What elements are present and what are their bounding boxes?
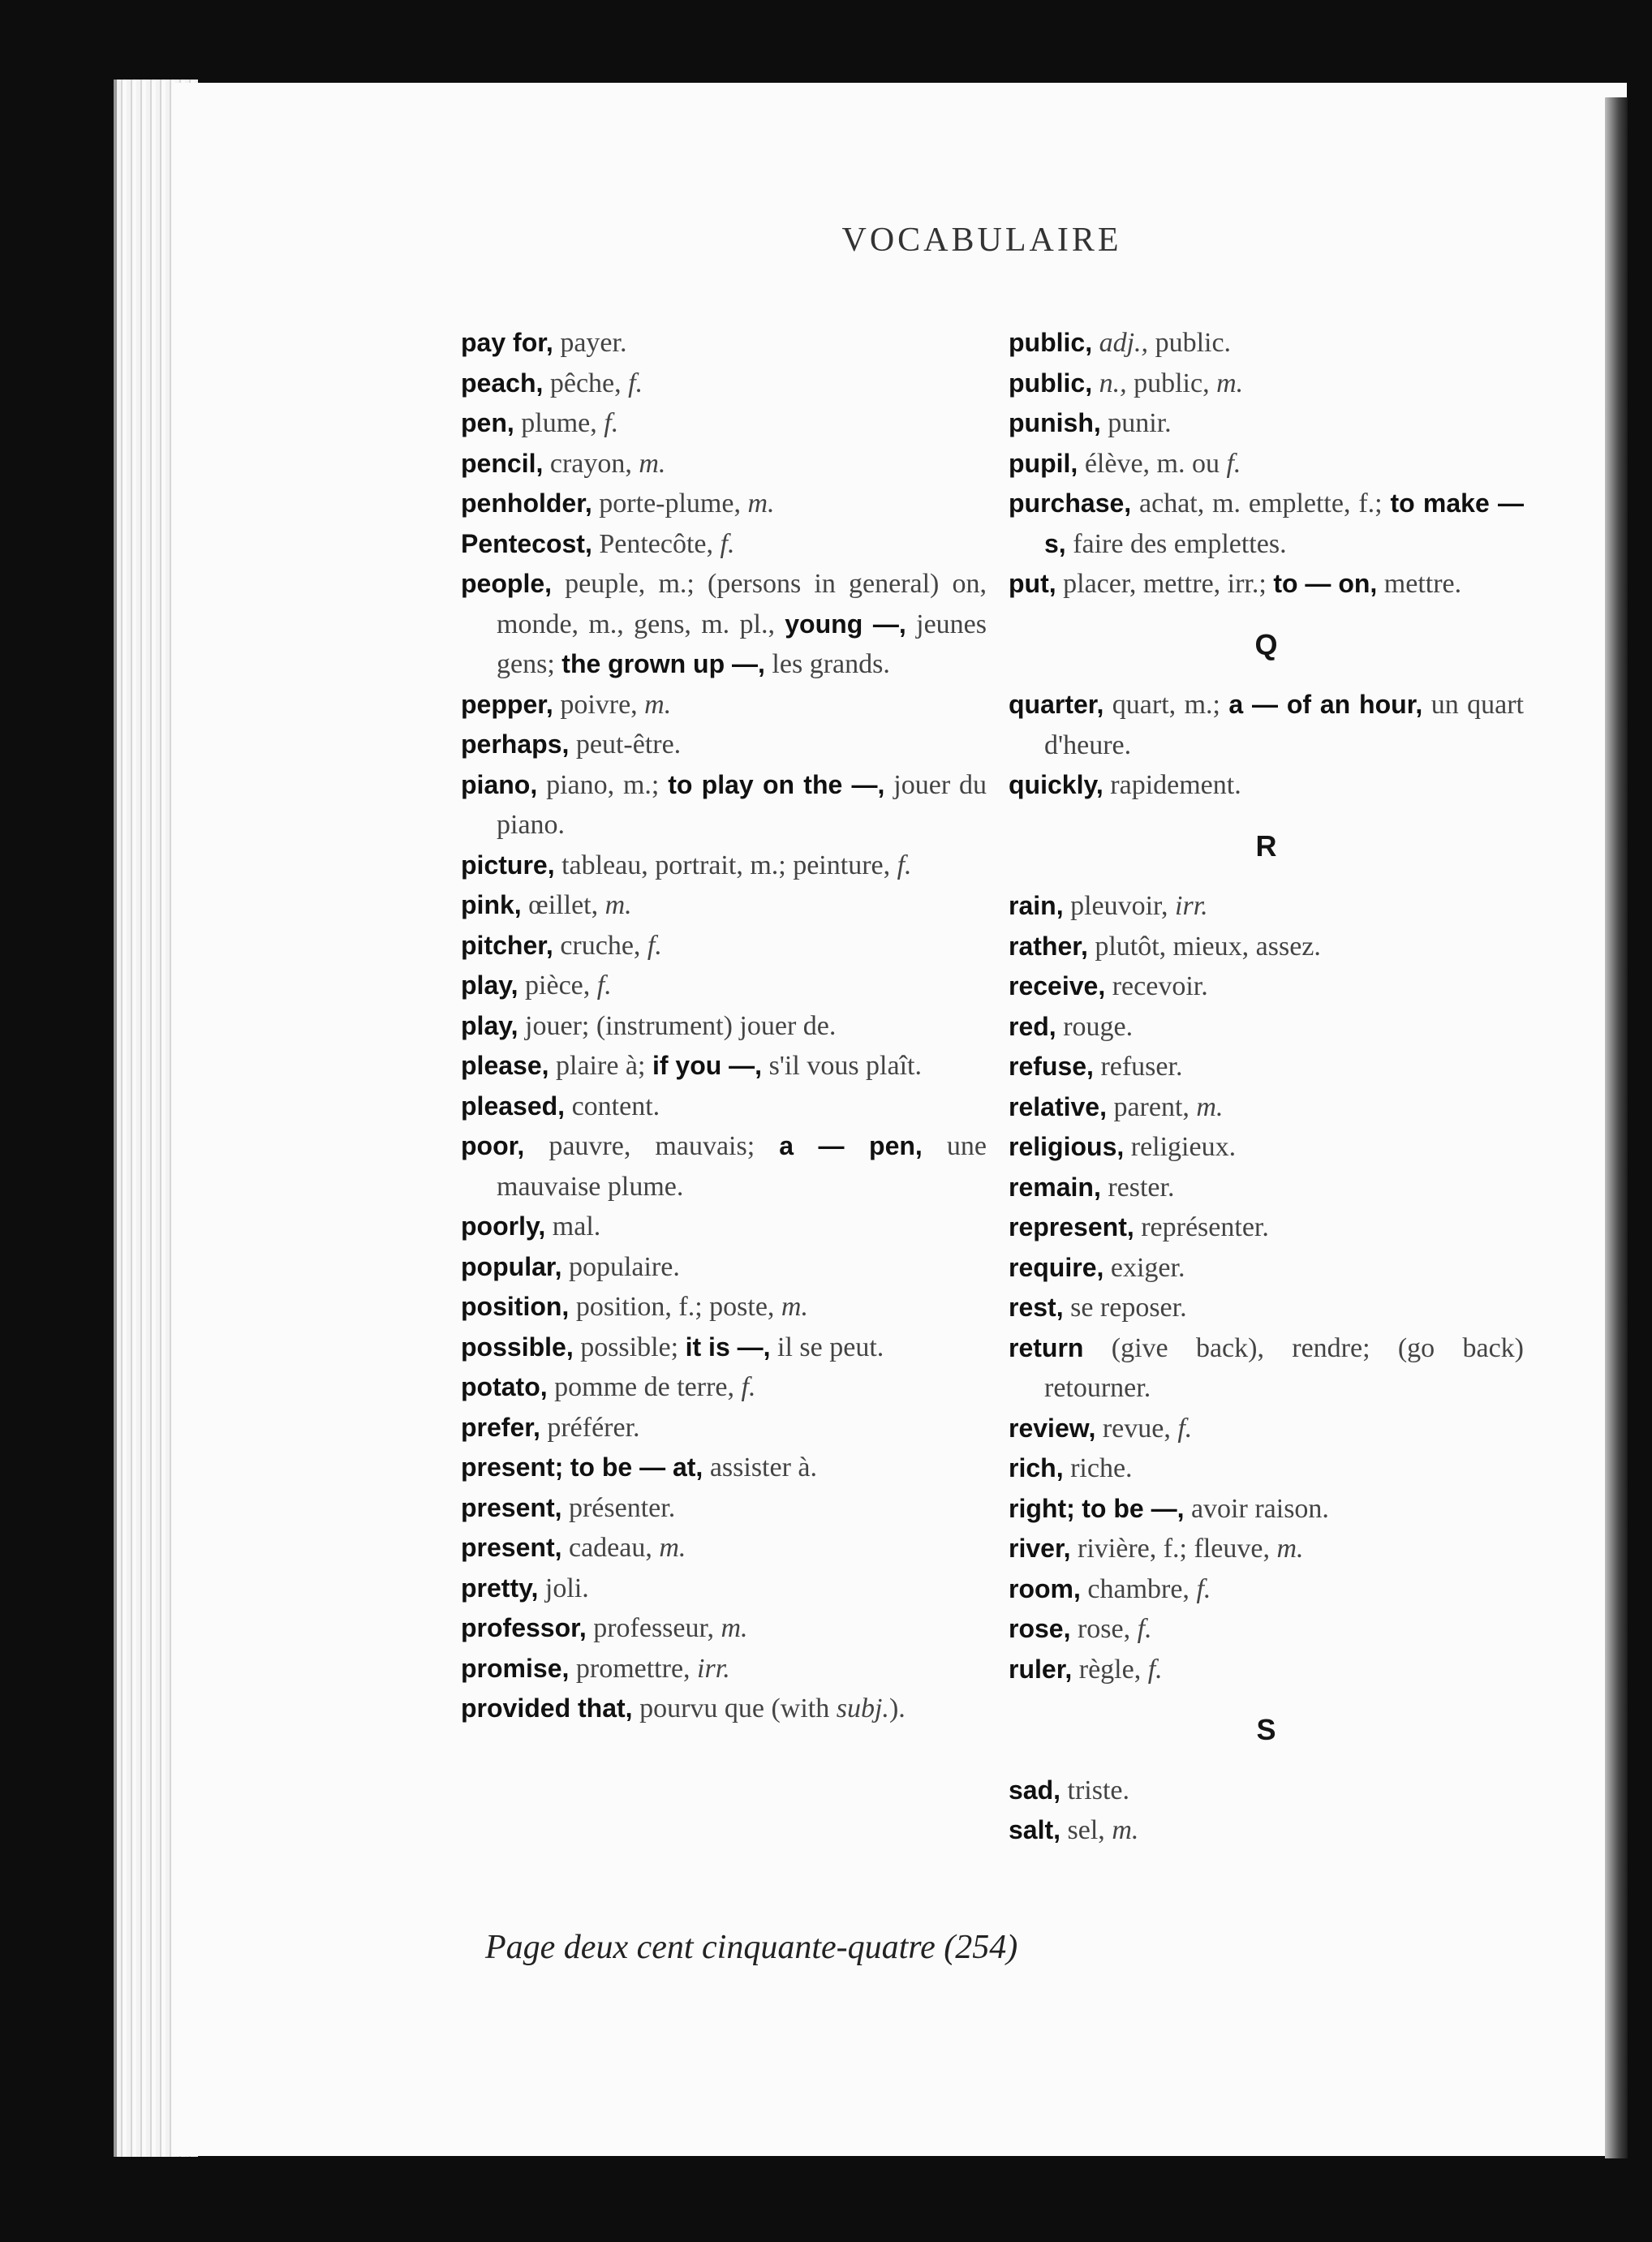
translation: public, [1126, 368, 1217, 398]
headword: pen, [461, 408, 514, 437]
headword: position, [461, 1292, 570, 1321]
gender-abbr: m. [604, 890, 632, 920]
translation: plaire à; [549, 1051, 652, 1081]
translation: pièce, [518, 970, 597, 1001]
translation: quart, m.; [1103, 690, 1229, 720]
vocab-entry [1009, 323, 1524, 364]
gender-abbr: irr. [697, 1653, 730, 1684]
gender-abbr: f. [628, 368, 643, 398]
headword: rain, [1009, 891, 1064, 920]
headword: Pentecost, [461, 528, 592, 558]
vocab-entry [1009, 1087, 1524, 1128]
headword: piano, [461, 769, 538, 799]
headword: require, [1009, 1252, 1104, 1282]
translation: parent, [1106, 1091, 1197, 1122]
headword: peach, [461, 368, 544, 398]
translation: jouer; (instrument) jouer de. [518, 1010, 837, 1041]
translation: peut-être. [569, 729, 682, 760]
headword: professor, [461, 1613, 587, 1642]
vocab-entry [1009, 927, 1524, 967]
translation: sel, [1060, 1815, 1112, 1845]
headword: refuse, [1009, 1052, 1094, 1081]
headword: receive, [1009, 971, 1106, 1001]
translation: élève, m. ou [1078, 448, 1227, 479]
translation: s'il vous plaît. [762, 1051, 922, 1081]
translation: ). [888, 1693, 906, 1723]
headword: rather, [1009, 931, 1088, 961]
headword: relative, [1009, 1091, 1107, 1121]
headword: sad, [1009, 1775, 1061, 1805]
headword: red, [1009, 1011, 1056, 1041]
vocab-entry [461, 725, 987, 765]
translation: payer. [553, 328, 627, 358]
vocab-entry [461, 1448, 987, 1488]
translation: professeur, [586, 1613, 721, 1643]
phrase: it is —, [685, 1332, 771, 1362]
vocab-entry [1009, 1328, 1524, 1409]
translation: riche. [1063, 1453, 1133, 1483]
translation: achat, m. emplette, f.; [1131, 488, 1391, 519]
translation: placer, mettre, irr.; [1056, 569, 1274, 599]
gender-abbr: m. [1216, 368, 1244, 398]
headword: present; [461, 1452, 564, 1482]
headword: room, [1009, 1573, 1081, 1603]
vocab-entry [461, 484, 987, 524]
vocab-entry [1009, 564, 1524, 605]
headword: ruler, [1009, 1654, 1073, 1684]
headword: religious, [1009, 1132, 1125, 1161]
headword: people, [461, 569, 553, 598]
headword: pepper, [461, 689, 553, 719]
headword: please, [461, 1051, 549, 1080]
vocab-entry [1009, 765, 1524, 806]
translation: mal. [545, 1211, 601, 1241]
vocab-entry [461, 885, 987, 926]
gender-abbr: m. [659, 1533, 686, 1563]
grammar-abbr: n., [1092, 368, 1127, 398]
vocab-entry [461, 1006, 987, 1047]
headword: right; [1009, 1493, 1075, 1523]
headword: rose, [1009, 1614, 1071, 1643]
headword: quickly, [1009, 770, 1103, 799]
translation: il se peut. [770, 1332, 884, 1362]
vocab-entry [461, 1488, 987, 1529]
translation: revue, [1095, 1413, 1178, 1444]
vocab-entry [1009, 1168, 1524, 1208]
headword: review, [1009, 1413, 1096, 1443]
headword: present, [461, 1533, 562, 1562]
vocab-entry [1009, 1569, 1524, 1610]
translation: jeunes gens; [497, 609, 987, 679]
headword: punish, [1009, 408, 1101, 437]
translation: règle, [1072, 1654, 1148, 1685]
vocab-entry [461, 1247, 987, 1288]
headword: return [1009, 1332, 1084, 1362]
gender-abbr: f. [1196, 1573, 1211, 1604]
vocab-entry [1009, 685, 1524, 765]
vocab-entry [461, 564, 987, 685]
vocab-entry [461, 1207, 987, 1247]
vocab-entry [461, 685, 987, 725]
translation: plutôt, mieux, assez. [1087, 931, 1321, 962]
phrase: a — of an hour, [1228, 690, 1423, 719]
gender-abbr: f. [596, 970, 612, 1001]
translation: une mauvaise plume. [497, 1131, 987, 1202]
translation: œillet, [521, 890, 605, 920]
vocab-entry [461, 966, 987, 1006]
section-letter: R [1255, 828, 1277, 863]
headword: public, [1009, 368, 1093, 398]
headword: perhaps, [461, 729, 570, 759]
headword: promise, [461, 1653, 570, 1683]
vocab-entry [461, 1689, 987, 1729]
translation: triste. [1060, 1775, 1130, 1805]
translation: mettre. [1377, 569, 1462, 599]
phrase: to be — at, [570, 1452, 703, 1482]
headword: penholder, [461, 488, 592, 518]
phrase: young —, [785, 609, 906, 639]
translation: pleuvoir, [1063, 891, 1176, 921]
translation: possible; [573, 1332, 686, 1362]
translation: assister à. [703, 1452, 817, 1482]
gender-abbr: f. [604, 408, 619, 438]
vocab-entry [461, 1367, 987, 1408]
headword: picture, [461, 850, 555, 880]
translation: jouer du piano. [497, 769, 987, 840]
vocab-entry [1009, 484, 1524, 564]
gender-abbr: m. [781, 1292, 808, 1322]
page-footer: Page deux cent cinquante-quatre (254) [485, 1929, 1018, 1966]
translation: punir. [1100, 408, 1172, 438]
vocab-entry [1009, 1248, 1524, 1289]
headword: quarter, [1009, 690, 1104, 719]
phrase: a — pen, [779, 1131, 923, 1160]
vocab-entry [461, 1608, 987, 1649]
translation: tableau, portrait, m.; peinture, [554, 850, 897, 880]
translation: pourvu que (with [632, 1693, 837, 1723]
headword: present, [461, 1492, 562, 1522]
headword: rest, [1009, 1293, 1064, 1322]
gender-abbr: f. [647, 930, 662, 961]
section-letter: Q [1254, 627, 1278, 661]
headword: poor, [461, 1131, 525, 1160]
vocab-entry [1009, 1650, 1524, 1690]
translation: chambre, [1080, 1573, 1197, 1604]
headword: prefer, [461, 1412, 540, 1442]
vocab-entry [1009, 1609, 1524, 1650]
translation: refuser. [1093, 1052, 1183, 1082]
translation: un quart d'heure. [1044, 690, 1525, 760]
headword: rich, [1009, 1453, 1064, 1482]
vocab-entry [1009, 1771, 1524, 1811]
vocab-entry [461, 1408, 987, 1448]
headword: popular, [461, 1251, 562, 1281]
binding-shadow [1605, 97, 1628, 2158]
headword: pitcher, [461, 930, 553, 960]
headword: purchase, [1009, 488, 1132, 518]
vocab-entry [1009, 1489, 1524, 1530]
vocab-entry [1009, 1409, 1524, 1449]
translation: se reposer. [1063, 1293, 1187, 1323]
vocab-entry [461, 1287, 987, 1328]
vocab-entry [461, 926, 987, 966]
vocab-entry [461, 1126, 987, 1207]
translation: position, f.; poste, [569, 1292, 781, 1322]
translation: porte-plume, [592, 488, 748, 519]
headword: pupil, [1009, 448, 1078, 478]
translation: les grands. [764, 649, 890, 679]
translation: représenter. [1134, 1212, 1269, 1242]
gender-abbr: m. [644, 689, 672, 720]
phrase: to make —s, [1044, 488, 1524, 558]
vocab-entry [461, 524, 987, 565]
phrase: to play on the —, [668, 769, 885, 799]
vocab-entry [1009, 1047, 1524, 1087]
gender-abbr: f. [1226, 448, 1241, 479]
translation: rouge. [1056, 1011, 1134, 1042]
vocab-entry [461, 1569, 987, 1609]
headword: provided that, [461, 1693, 633, 1723]
translation: préférer. [540, 1412, 640, 1443]
headword: play, [461, 1010, 518, 1040]
vocab-entry [1009, 444, 1524, 484]
gender-abbr: f. [1147, 1654, 1163, 1685]
headword: represent, [1009, 1212, 1134, 1241]
headword: pretty, [461, 1573, 539, 1603]
vocab-entry [461, 364, 987, 404]
headword: pencil, [461, 448, 544, 478]
headword: public, [1009, 328, 1093, 357]
translation: peuple, m.; (persons in general) on, monde, m., gens, m. pl., [497, 569, 987, 639]
headword: pay for, [461, 328, 553, 357]
translation: présenter. [561, 1492, 676, 1523]
gender-abbr: f. [720, 528, 735, 559]
vocab-entry [461, 1328, 987, 1368]
translation: joli. [538, 1573, 589, 1603]
vocab-entry [1009, 886, 1524, 927]
translation: pêche, [543, 368, 629, 398]
translation: pomme de terre, [547, 1372, 742, 1402]
translation: faire des emplettes. [1065, 528, 1287, 559]
translation: (give back), rendre; (go back) retourner. [1044, 1332, 1524, 1403]
grammar-abbr: adj., [1092, 328, 1149, 358]
translation: rivière, f.; fleuve, [1070, 1534, 1277, 1564]
vocab-entry [461, 1046, 987, 1087]
phrase: the grown up —, [561, 649, 765, 678]
vocab-entry [1009, 1007, 1524, 1048]
translation: promettre, [569, 1653, 698, 1684]
gender-abbr: f. [741, 1372, 756, 1402]
headword: river, [1009, 1534, 1071, 1563]
vocab-entry [1009, 1448, 1524, 1489]
vocab-entry [461, 323, 987, 364]
headword: pleased, [461, 1091, 566, 1121]
vocab-entry [461, 444, 987, 484]
gender-abbr: f. [1177, 1413, 1193, 1444]
left-column [461, 323, 987, 1729]
translation: cruche, [553, 930, 647, 961]
gender-abbr: m. [1112, 1815, 1139, 1845]
headword: remain, [1009, 1172, 1101, 1202]
translation [1075, 1494, 1082, 1524]
vocab-entry [1009, 403, 1524, 444]
headword: potato, [461, 1372, 548, 1401]
translation: Pentecôte, [592, 528, 721, 559]
gender-abbr: f. [1137, 1614, 1152, 1644]
vocab-entry [461, 1649, 987, 1689]
translation: avoir raison. [1184, 1493, 1329, 1524]
gender-abbr: m. [639, 448, 666, 479]
vocab-entry [1009, 1288, 1524, 1328]
vocab-entry [461, 846, 987, 886]
vocab-entry [1009, 1529, 1524, 1569]
translation: rester. [1100, 1172, 1175, 1203]
gender-abbr: subj. [836, 1693, 889, 1723]
headword: poorly, [461, 1211, 546, 1241]
headword: salt, [1009, 1815, 1061, 1844]
gender-abbr: m. [747, 488, 775, 519]
headword: play, [461, 970, 518, 1000]
vocab-entry [1009, 1127, 1524, 1168]
translation: piano, m.; [537, 769, 669, 800]
section-letter: S [1256, 1713, 1276, 1746]
translation: rose, [1070, 1614, 1138, 1644]
headword: put, [1009, 569, 1056, 598]
translation: cadeau, [561, 1533, 660, 1563]
translation: pauvre, mauvais; [524, 1131, 780, 1161]
headword: pink, [461, 890, 522, 919]
page-header: VOCABULAIRE [841, 222, 1122, 259]
vocab-entry [461, 765, 987, 846]
translation: crayon, [543, 448, 639, 479]
vocab-entry [1009, 1810, 1524, 1851]
phrase: to — on, [1273, 569, 1378, 598]
gender-abbr: m. [1276, 1534, 1304, 1564]
right-column [1009, 323, 1524, 1851]
gender-abbr: m. [1196, 1091, 1224, 1122]
vocab-entry [1009, 966, 1524, 1007]
gender-abbr: m. [721, 1613, 748, 1643]
gender-abbr: irr. [1175, 891, 1208, 921]
translation: content. [565, 1091, 660, 1121]
translation: plume, [514, 408, 604, 438]
translation: recevoir. [1105, 971, 1208, 1001]
vocab-entry [461, 1087, 987, 1127]
translation: public. [1148, 328, 1232, 358]
translation: exiger. [1103, 1252, 1185, 1283]
headword: possible, [461, 1332, 574, 1362]
translation: populaire. [561, 1251, 680, 1282]
translation: religieux. [1124, 1132, 1237, 1162]
vocab-entry [461, 403, 987, 444]
translation: poivre, [553, 689, 645, 720]
vocab-entry [1009, 1207, 1524, 1248]
vocab-entry [461, 1528, 987, 1569]
translation: rapidement. [1103, 770, 1241, 800]
phrase: if you —, [652, 1051, 763, 1080]
translation [563, 1452, 570, 1482]
phrase: to be —, [1082, 1493, 1185, 1523]
vocab-entry [1009, 364, 1524, 404]
gender-abbr: f. [897, 850, 912, 880]
